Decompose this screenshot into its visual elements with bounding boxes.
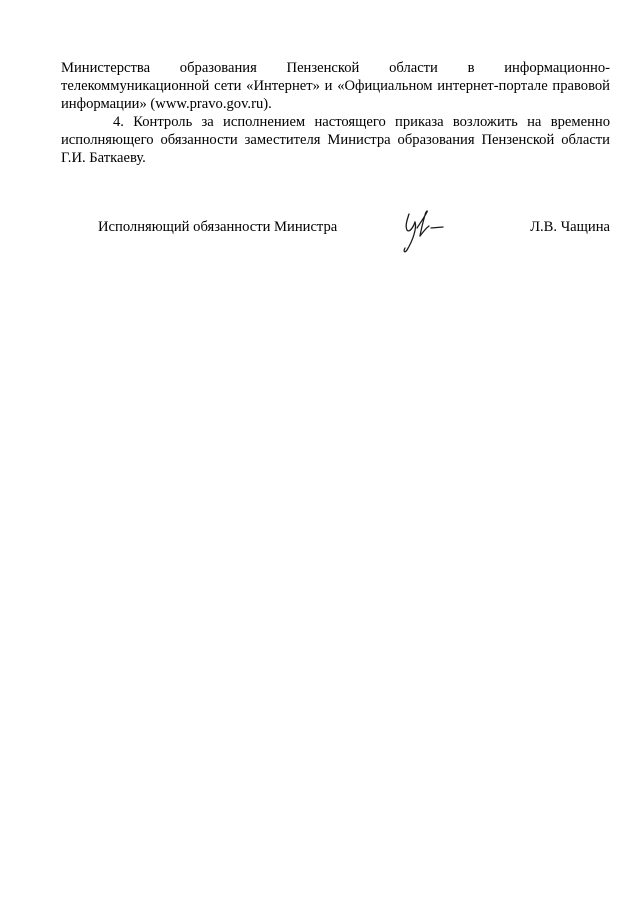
signatory-title: Исполняющий обязанности Министра bbox=[98, 219, 338, 235]
paragraph-4: 4. Контроль за исполнением настоящего приказа возложить на временно исполняющего обязанности заместителя Министра образования Пензенской области Г.И. Баткаеву. bbox=[61, 114, 610, 166]
handwritten-signature-icon bbox=[395, 206, 447, 258]
signatory-name: Л.В. Чащина bbox=[530, 219, 610, 235]
signature-block bbox=[98, 210, 610, 260]
document-body bbox=[61, 59, 610, 167]
paragraph-continuation: Министерства образования Пензенской области в информационно-телекоммуникационной сети «Интернет» и «Официальном интернет-портале правовой информации» (www.pravo.gov.ru). bbox=[61, 60, 610, 112]
